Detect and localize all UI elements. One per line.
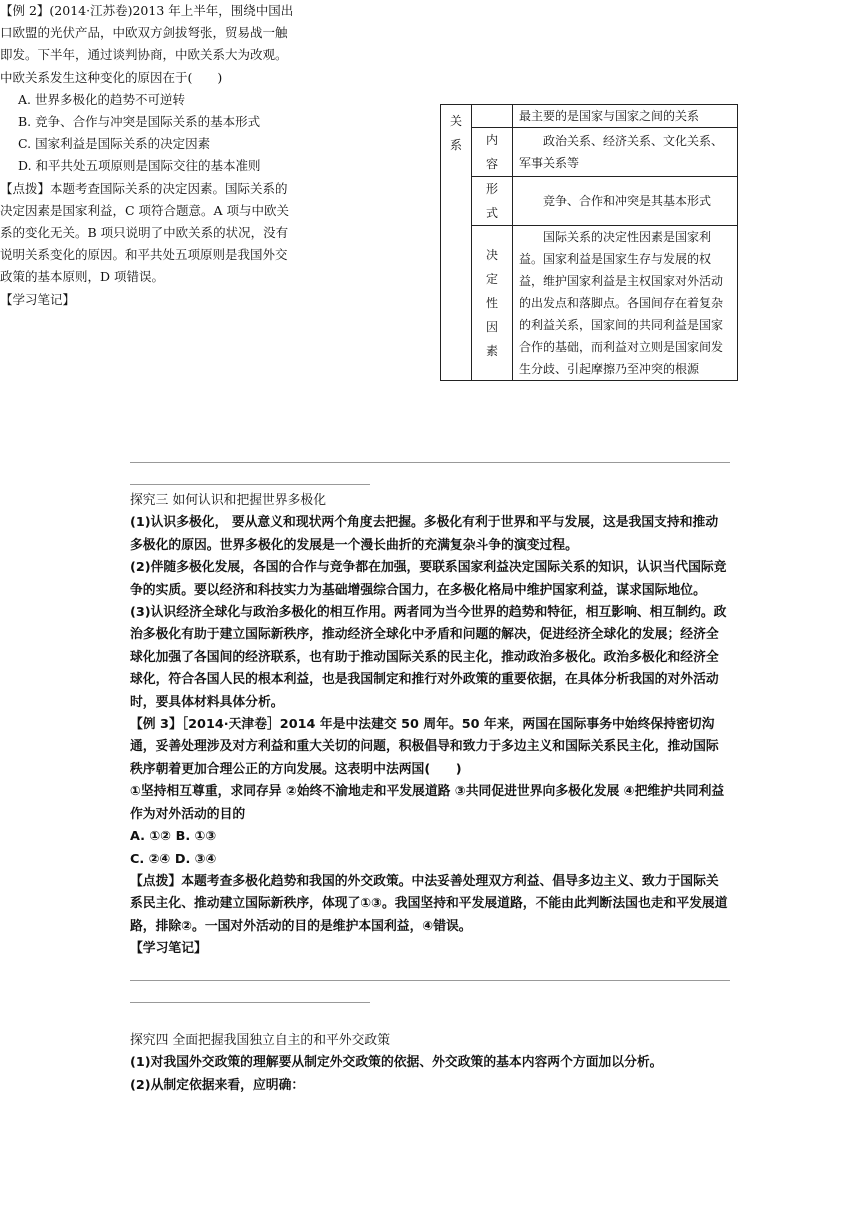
example-2-line: 中欧关系发生这种变化的原因在于( ) bbox=[0, 69, 223, 85]
table-label-form: 形式 bbox=[472, 177, 513, 226]
example-3-analysis: 【点拨】本题考查多极化趋势和我国的外交政策。中法妥善处理双方利益、倡导多边主义、致力于国际关系民主化、推动建立国际新秩序，体现了①③。我国坚持和平发展道路，不能由此判断法国也走和平发展道路，排除②。一国对外活动的目的是维护本国利益，④错误。 bbox=[130, 873, 728, 934]
option-c: C. 国家利益是国际关系的决定因素 bbox=[18, 136, 211, 152]
international-relations-table bbox=[440, 104, 738, 381]
divider bbox=[130, 1002, 370, 1003]
table-header-relations: 关系 bbox=[441, 105, 472, 381]
option-a: A. 世界多极化的趋势不可逆转 bbox=[18, 91, 185, 107]
analysis-line: 【点拨】本题考查国际关系的决定因素。国际关系的 bbox=[0, 180, 288, 196]
option-b: B. 竞争、合作与冲突是国际关系的基本形式 bbox=[18, 114, 261, 130]
table-row-decisive-factor: 国际关系的决定性因素是国家利益。国家利益是国家生存与发展的权益，维护国家利益是主权国家对外活动的出发点和落脚点。各国间存在着复杂的利益关系，国家间的共同利益是国家合作的基础，而利益对立则是国家间发生分歧、引起摩擦乃至冲突的根源 bbox=[513, 226, 738, 381]
table-row-content: 政治关系、经济关系、文化关系、军事关系等 bbox=[513, 128, 738, 177]
divider bbox=[130, 980, 730, 981]
example-3-question: 【例 3】［2014·天津卷］2014 年是中法建交 50 周年。50 年来，两国在国际事务中始终保持密切沟通，妥善处理涉及对方利益和重大关切的问题，积极倡导和致力于多边主义和国际关系民主化，推动国际秩序朝着更加合理公正的方向发展。这表明中法两国( ) bbox=[130, 717, 719, 777]
analysis-line: 系的变化无关。B 项只说明了中欧关系的状况，没有 bbox=[0, 225, 289, 241]
example-2-line: 口欧盟的光伏产品，中欧双方剑拔弩张，贸易战一触 bbox=[0, 25, 288, 41]
analysis-line: 决定因素是国家利益，C 项符合题意。A 项与中欧关 bbox=[0, 202, 290, 218]
section-4 bbox=[130, 1030, 730, 1097]
example-2 bbox=[0, 0, 298, 311]
table-label-content: 内容 bbox=[472, 128, 513, 177]
section-4-title: 探究四 全面把握我国独立自主的和平外交政策 bbox=[130, 1033, 391, 1048]
section-3-paragraph-1: (1)认识多极化， 要从意义和现状两个角度去把握。多极化有利于世界和平与发展，这是我国支持和推动多极化的原因。世界多极化的发展是一个漫长曲折的充满复杂斗争的演变过程。 bbox=[130, 515, 719, 553]
section-4-paragraph-1: (1)对我国外交政策的理解要从制定外交政策的依据、外交政策的基本内容两个方面加以分析。 bbox=[130, 1055, 663, 1071]
example-3-items: ①坚持相互尊重，求同存异 ②始终不渝地走和平发展道路 ③共同促进世界向多极化发展 ④把维护共同利益作为对外活动的目的 bbox=[130, 784, 725, 822]
example-2-line: 即发。下半年，通过谈判协商，中欧关系大为改观。 bbox=[0, 47, 288, 63]
divider bbox=[130, 484, 370, 485]
table-label-decisive-factor: 决定性因素 bbox=[472, 226, 513, 381]
study-notes-label: 【学习笔记】 bbox=[130, 941, 207, 957]
study-notes-label: 【学习笔记】 bbox=[0, 291, 76, 307]
option-d: D. 和平共处五项原则是国际交往的基本准则 bbox=[18, 158, 261, 174]
section-3-title: 探究三 如何认识和把握世界多极化 bbox=[130, 493, 327, 508]
table-row-form: 竞争、合作和冲突是其基本形式 bbox=[513, 177, 738, 226]
divider bbox=[130, 462, 730, 463]
section-3-paragraph-2: (2)伴随多极化发展，各国的合作与竞争都在加强，要联系国家利益决定国际关系的知识，认识当代国际竞争的实质。要以经济和科技实力为基础增强综合国力，在多极化格局中维护国家利益，谋求国际地位。 bbox=[130, 560, 727, 598]
table-row-definition: 最主要的是国家与国家之间的关系 bbox=[513, 105, 738, 128]
example-3-options-ab: A. ①② B. ①③ bbox=[130, 829, 217, 845]
example-2-line: 【例 2】(2014·江苏卷)2013 年上半年，围绕中国出 bbox=[0, 3, 294, 18]
section-3-paragraph-3: (3)认识经济全球化与政治多极化的相互作用。两者同为当今世界的趋势和特征，相互影响、相互制约。政治多极化有助于建立国际新秩序，推动经济全球化中矛盾和问题的解决，促进经济全球化的发展；经济全球化加强了各国间的经济联系，也有助于推动国际关系的民主化，推动政治多极化。政治多极化和经济全球化，符合各国人民的根本利益，也是我国制定和推行对外政策的重要依据，在具体分析我国的对外活动时，要具体材料具体分析。 bbox=[130, 605, 727, 710]
table-empty-cell bbox=[472, 105, 513, 128]
example-3-options-cd: C. ②④ D. ③④ bbox=[130, 851, 217, 867]
analysis-line: 说明关系变化的原因。和平共处五项原则是我国外交 bbox=[0, 247, 288, 263]
section-4-paragraph-2: (2)从制定依据来看，应明确： bbox=[130, 1077, 305, 1093]
analysis-line: 政策的基本原则，D 项错误。 bbox=[0, 269, 164, 285]
section-3 bbox=[130, 490, 730, 961]
